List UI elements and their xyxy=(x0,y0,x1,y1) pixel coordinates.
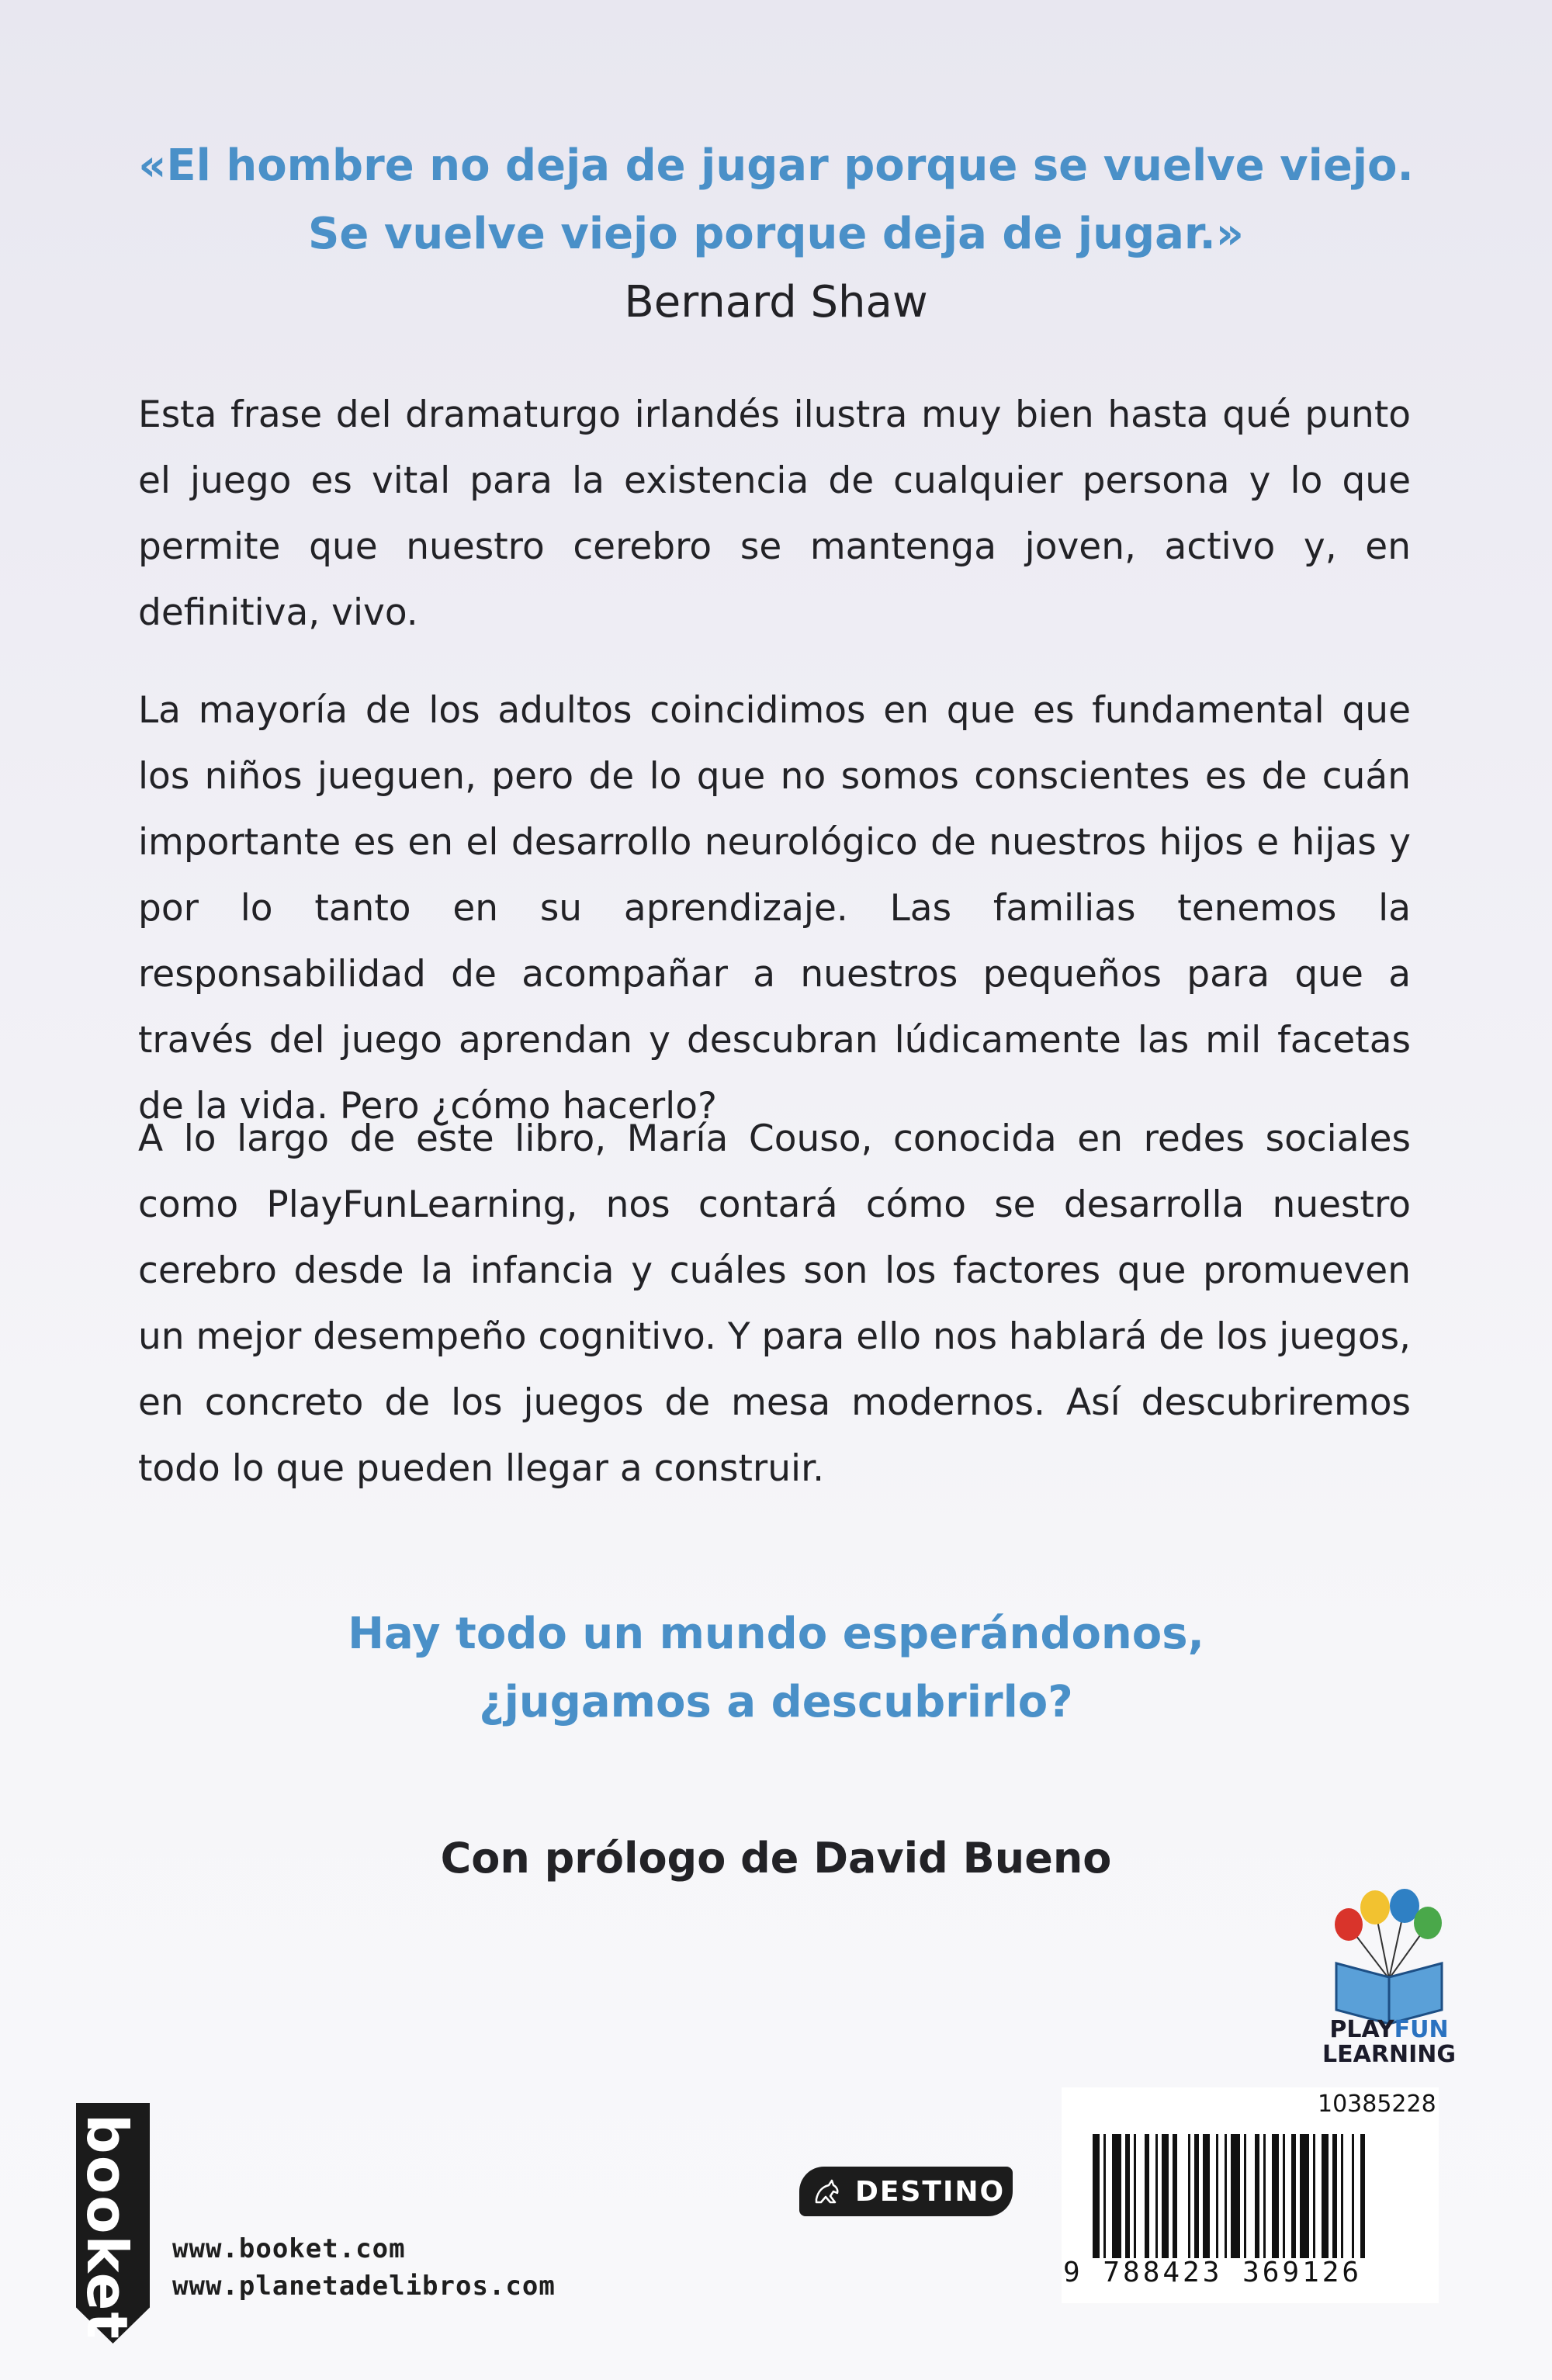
internal-code: 10385228 xyxy=(1318,2091,1436,2118)
isbn-digits: 9 788423 369126 xyxy=(1063,2257,1363,2288)
yellow-balloon-icon xyxy=(1360,1890,1390,1924)
quote-author: Bernard Shaw xyxy=(624,277,928,327)
logo-play: PLAY xyxy=(1329,2016,1394,2043)
destino-label: DESTINO xyxy=(855,2175,1006,2208)
body-paragraph-3: A lo largo de este libro, María Couso, conocida en redes sociales como PlayFunLearning, nos contará cómo se desarrolla nuestro cerebro desde la infancia y cuáles son los factores que promueven un mejor desempeño cognitivo. Y para ello nos hablará de los juegos, en concreto de los juegos de mesa modernos. Así descubriremos todo lo que pueden llegar a construir. xyxy=(138,1117,1411,1490)
red-balloon-icon xyxy=(1335,1908,1363,1941)
quote-line-2: Se vuelve viejo porque deja de jugar.» xyxy=(308,209,1244,259)
playfunlearning-wordmark xyxy=(1311,2018,1467,2067)
barcode-icon xyxy=(1093,2134,1419,2258)
body-paragraph-1: Esta frase del dramaturgo irlandés ilustra muy bien hasta qué punto el juego es vital para la existencia de cualquier persona y lo que permite que nuestro cerebro se mantenga joven, activo y, en definitiva, vivo. xyxy=(138,393,1411,634)
green-balloon-icon xyxy=(1414,1907,1442,1939)
prologue-credit: Con prólogo de David Bueno xyxy=(440,1834,1112,1883)
url-booket: www.booket.com xyxy=(172,2233,406,2264)
logo-learning: LEARNING xyxy=(1322,2041,1456,2068)
destino-imprint-logo xyxy=(799,2167,1013,2216)
booket-logo-text: booket xyxy=(74,2114,140,2340)
epigraph-quote xyxy=(0,132,1552,268)
logo-fun: FUN xyxy=(1394,2016,1449,2043)
quote-line-1: «El hombre no deja de jugar porque se vuelve viejo. xyxy=(138,140,1414,191)
barcode-panel xyxy=(1062,2087,1439,2303)
cta-line-2: ¿jugamos a descubrirlo? xyxy=(479,1677,1073,1727)
url-planetadelibros: www.planetadelibros.com xyxy=(172,2271,556,2302)
destino-horse-icon xyxy=(812,2176,843,2207)
publisher-urls xyxy=(172,2230,556,2305)
call-to-action xyxy=(0,1600,1552,1737)
cta-line-1: Hay todo un mundo esperándonos, xyxy=(348,1609,1204,1659)
body-paragraph-2: La mayoría de los adultos coincidimos en que es fundamental que los niños jueguen, pero de lo que no somos conscientes es de cuán importante es en el desarrollo neurológico de nuestros hijos e hijas y por lo tanto en su aprendizaje. Las familias tenemos la responsabilidad de acompañar a nuestros pequeños para que a través del juego aprendan y descubran lúdicamente las mil facetas de la vida. Pero ¿cómo hacerlo? xyxy=(138,689,1411,1128)
